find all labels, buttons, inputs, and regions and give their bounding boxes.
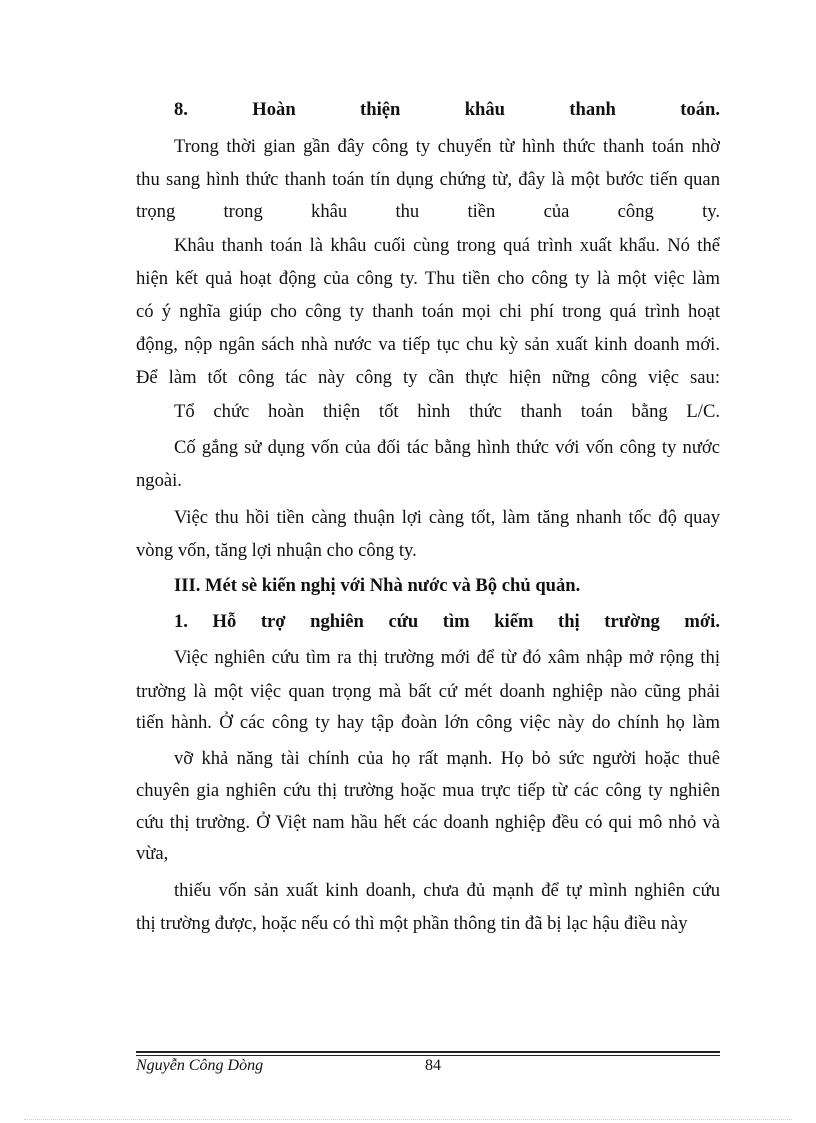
paragraph-line: động, nộp ngân sách nhà nước va tiếp tục chu kỳ sản xuất kinh doanh mới. [136,334,720,355]
paragraph-line: Việc nghiên cứu tìm ra thị trường mới để từ đó xâm nhập mở rộng thị [174,647,720,668]
paragraph-line: chuyên gia nghiên cứu thị trường hoặc mua trực tiếp từ các công ty nghiên [136,780,720,801]
paragraph-line: trọng trong khâu thu tiền của công ty. [136,201,720,222]
paragraph-line: vòng vốn, tăng lợi nhuận cho công ty. [136,540,417,561]
paragraph-line: vừa, [136,843,169,864]
paragraph-line: trường là một việc quan trọng mà bất cứ mét doanh nghiệp nào cũng phải [136,681,720,702]
paragraph-line: vỡ khả năng tài chính của họ rất mạnh. Họ bỏ sức người hoặc thuê [174,748,720,769]
footer-divider-thin [136,1055,720,1056]
section-heading-8: 8. Hoàn thiện khâu thanh toán. [174,99,720,120]
page-edge [24,1119,792,1120]
footer-author: Nguyễn Công Dòng [136,1057,264,1074]
paragraph-line: Cố gắng sử dụng vốn của đối tác bằng hình thức với vốn công ty nước [174,437,720,458]
section-heading-iii: III. Mét sè kiến nghị với Nhà nước và Bộ chủ quản. [174,575,581,596]
paragraph-line: ngoài. [136,470,182,491]
paragraph-line: cứu thị trường. Ở Việt nam hầu hết các doanh nghiệp đều có qui mô nhỏ và [136,812,720,833]
paragraph-line: Việc thu hồi tiền càng thuận lợi càng tốt, làm tăng nhanh tốc độ quay [174,507,720,528]
paragraph-line: hiện kết quả hoạt động của công ty. Thu tiền cho công ty là một việc làm [136,268,720,289]
paragraph-line: Để làm tốt công tác này công ty cần thực hiện nững công việc sau: [136,367,720,388]
paragraph-line: Trong thời gian gần đây công ty chuyển từ hình thức thanh toán nhờ [174,136,720,157]
paragraph-line: Khâu thanh toán là khâu cuối cùng trong quá trình xuất khẩu. Nó thể [174,235,720,256]
paragraph-line: Tổ chức hoàn thiện tốt hình thức thanh toán bằng L/C. [174,401,720,422]
paragraph-line: thu sang hình thức thanh toán tín dụng chứng từ, đây là một bước tiến quan [136,169,720,190]
paragraph-line: thiếu vốn sản xuất kinh doanh, chưa đủ mạnh để tự mình nghiên cứu [174,880,720,901]
paragraph-line: thị trường được, hoặc nếu có thì một phần thông tin đã bị lạc hậu điều này [136,913,688,934]
subsection-heading-1: 1. Hỗ trợ nghiên cứu tìm kiếm thị trường mới. [174,611,720,632]
footer-divider [136,1051,720,1053]
paragraph-line: có ý nghĩa giúp cho công ty thanh toán mọi chi phí trong quá trình hoạt [136,301,720,322]
paragraph-line: tiến hành. Ở các công ty hay tập đoàn lớn công việc này do chính họ làm [136,712,720,733]
page-number: 84 [425,1057,441,1074]
